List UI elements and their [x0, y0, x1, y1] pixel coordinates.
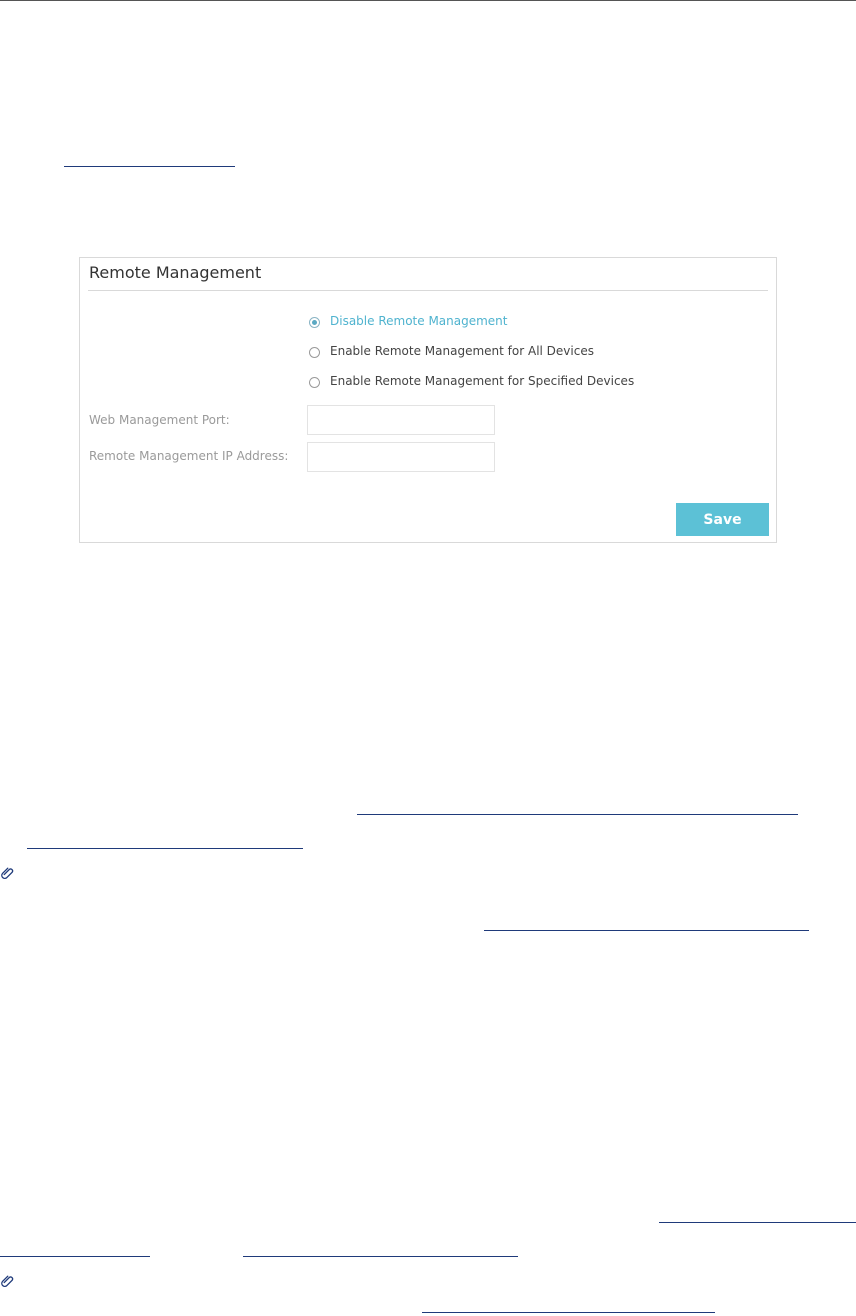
radio-selected-icon[interactable]: [309, 317, 320, 328]
paperclip-icon: [1, 866, 15, 880]
paperclip-icon: [1, 1274, 15, 1288]
link-underline[interactable]: [64, 166, 235, 167]
panel-title: Remote Management: [89, 263, 262, 282]
page-top-rule: [0, 0, 856, 1]
remote-ip-address-label: Remote Management IP Address:: [89, 449, 289, 463]
web-management-port-input[interactable]: [307, 405, 495, 435]
save-button[interactable]: Save: [676, 503, 769, 536]
option-label: Enable Remote Management for Specified Devices: [330, 374, 635, 388]
link-underline[interactable]: [243, 1256, 518, 1257]
radio-unselected-icon[interactable]: [309, 377, 320, 388]
remote-ip-address-input[interactable]: [307, 442, 495, 472]
link-underline[interactable]: [659, 1222, 856, 1223]
link-underline[interactable]: [0, 1256, 150, 1257]
link-underline[interactable]: [484, 930, 809, 931]
link-underline[interactable]: [422, 1312, 715, 1313]
option-label: Disable Remote Management: [330, 314, 508, 328]
remote-management-panel: [79, 257, 777, 543]
option-label: Enable Remote Management for All Devices: [330, 344, 594, 358]
link-underline[interactable]: [27, 848, 303, 849]
web-management-port-label: Web Management Port:: [89, 413, 230, 427]
radio-unselected-icon[interactable]: [309, 347, 320, 358]
title-divider: [88, 290, 768, 291]
link-underline[interactable]: [357, 814, 798, 815]
